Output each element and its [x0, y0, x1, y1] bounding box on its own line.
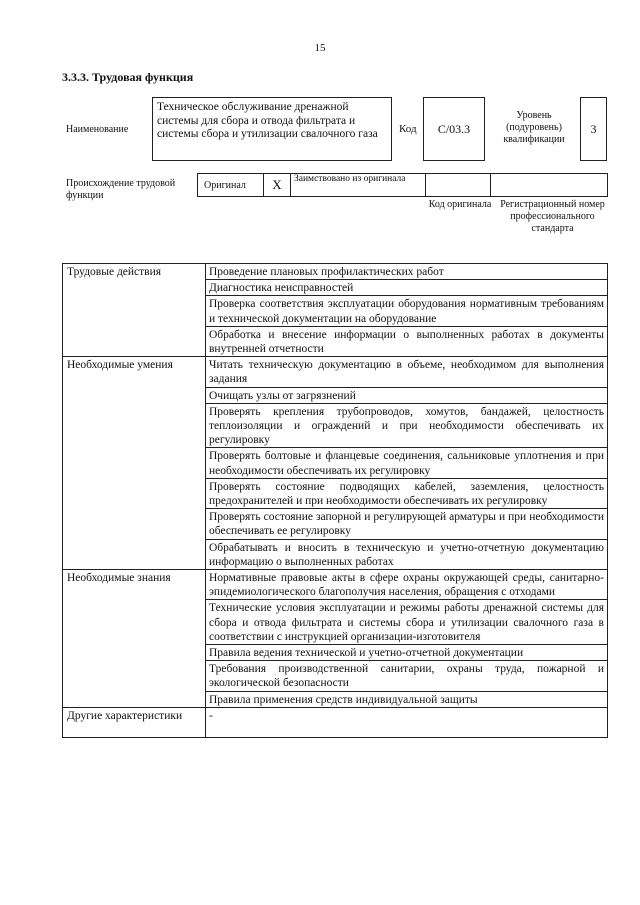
other-characteristics-value: - [206, 707, 608, 737]
page-number: 15 [314, 42, 326, 54]
borrowed-label: Заимствовано из оригинала [294, 174, 406, 184]
function-name-box: Техническое обслуживание дренажной системы для сбора и отвода фильтрата и системы сбора и утилизации свалочного газа [152, 97, 392, 161]
labor-actions-label: Трудовые действия [63, 264, 206, 357]
original-mark: X [264, 174, 291, 196]
skill-item: Читать техническую документацию в объеме, необходимом для выполнения задания [206, 357, 608, 387]
skill-item: Обрабатывать и вносить в техническую и учетно-отчетную документацию информацию о выполненных работах [206, 539, 608, 569]
section-title: 3.3.3. Трудовая функция [62, 70, 194, 84]
original-cell [198, 174, 264, 196]
code-label: Код [399, 123, 417, 135]
function-table [62, 263, 608, 738]
knowledge-item: Правила ведения технической и учетно-отчетной документации [206, 645, 608, 661]
borrowed-cell [291, 174, 426, 196]
original-code-label: Код оригинала [428, 199, 492, 210]
skill-item: Проверять болтовые и фланцевые соединения, сальниковые уплотнения и при необходимости обеспечивать их регулировку [206, 448, 608, 478]
labor-action-item: Проверка соответствия эксплуатации оборудования нормативным требованиям и технической документации на оборудование [206, 296, 608, 326]
name-label: Наименование [66, 124, 129, 135]
knowledge-item: Технические условия эксплуатации и режимы работы дренажной системы для сбора и отвода фильтрата и системы сбора и утилизации свалочного газа в соответствии с инструкцией организации-изготовителя [206, 600, 608, 645]
labor-action-item: Диагностика неисправностей [206, 280, 608, 296]
origin-row [197, 173, 608, 197]
knowledge-item: Требования производственной санитарии, охраны труда, пожарной и экологической безопасности [206, 661, 608, 691]
knowledge-item: Правила применения средств индивидуальной защиты [206, 691, 608, 707]
level-label: Уровень (подуровень) квалификации [503, 110, 565, 145]
skill-item: Очищать узлы от загрязнений [206, 387, 608, 403]
labor-action-item: Обработка и внесение информации о выполненных работах в документы внутренней отчетности [206, 326, 608, 356]
original-label: Оригинал [204, 180, 246, 191]
function-code-box: C/03.3 [423, 97, 485, 161]
labor-action-item: Проведение плановых профилактических работ [206, 264, 608, 280]
skill-item: Проверять состояние подводящих кабелей, заземления, целостность предохранителей и при необходимости обеспечивать их регулировку [206, 478, 608, 508]
reg-number-label: Регистрационный номер профессионального стандарта [500, 199, 605, 234]
origin-label: Происхождение трудовой функции [66, 178, 176, 201]
original-code-cell [426, 174, 491, 196]
required-skills-label: Необходимые умения [63, 357, 206, 570]
skill-item: Проверять состояние запорной и регулирующей арматуры и при необходимости обеспечивать ее регулировку [206, 509, 608, 539]
required-knowledge-label: Необходимые знания [63, 570, 206, 708]
reg-number-cell [491, 174, 607, 196]
knowledge-item: Нормативные правовые акты в сфере охраны окружающей среды, санитарно-эпидемиологического благополучия населения, обращения с отходами [206, 570, 608, 600]
skill-item: Проверять крепления трубопроводов, хомутов, бандажей, целостность теплоизоляции и ограждений и при необходимости обеспечивать их регулировку [206, 403, 608, 448]
other-characteristics-label: Другие характеристики [63, 707, 206, 737]
level-box: 3 [580, 97, 607, 161]
